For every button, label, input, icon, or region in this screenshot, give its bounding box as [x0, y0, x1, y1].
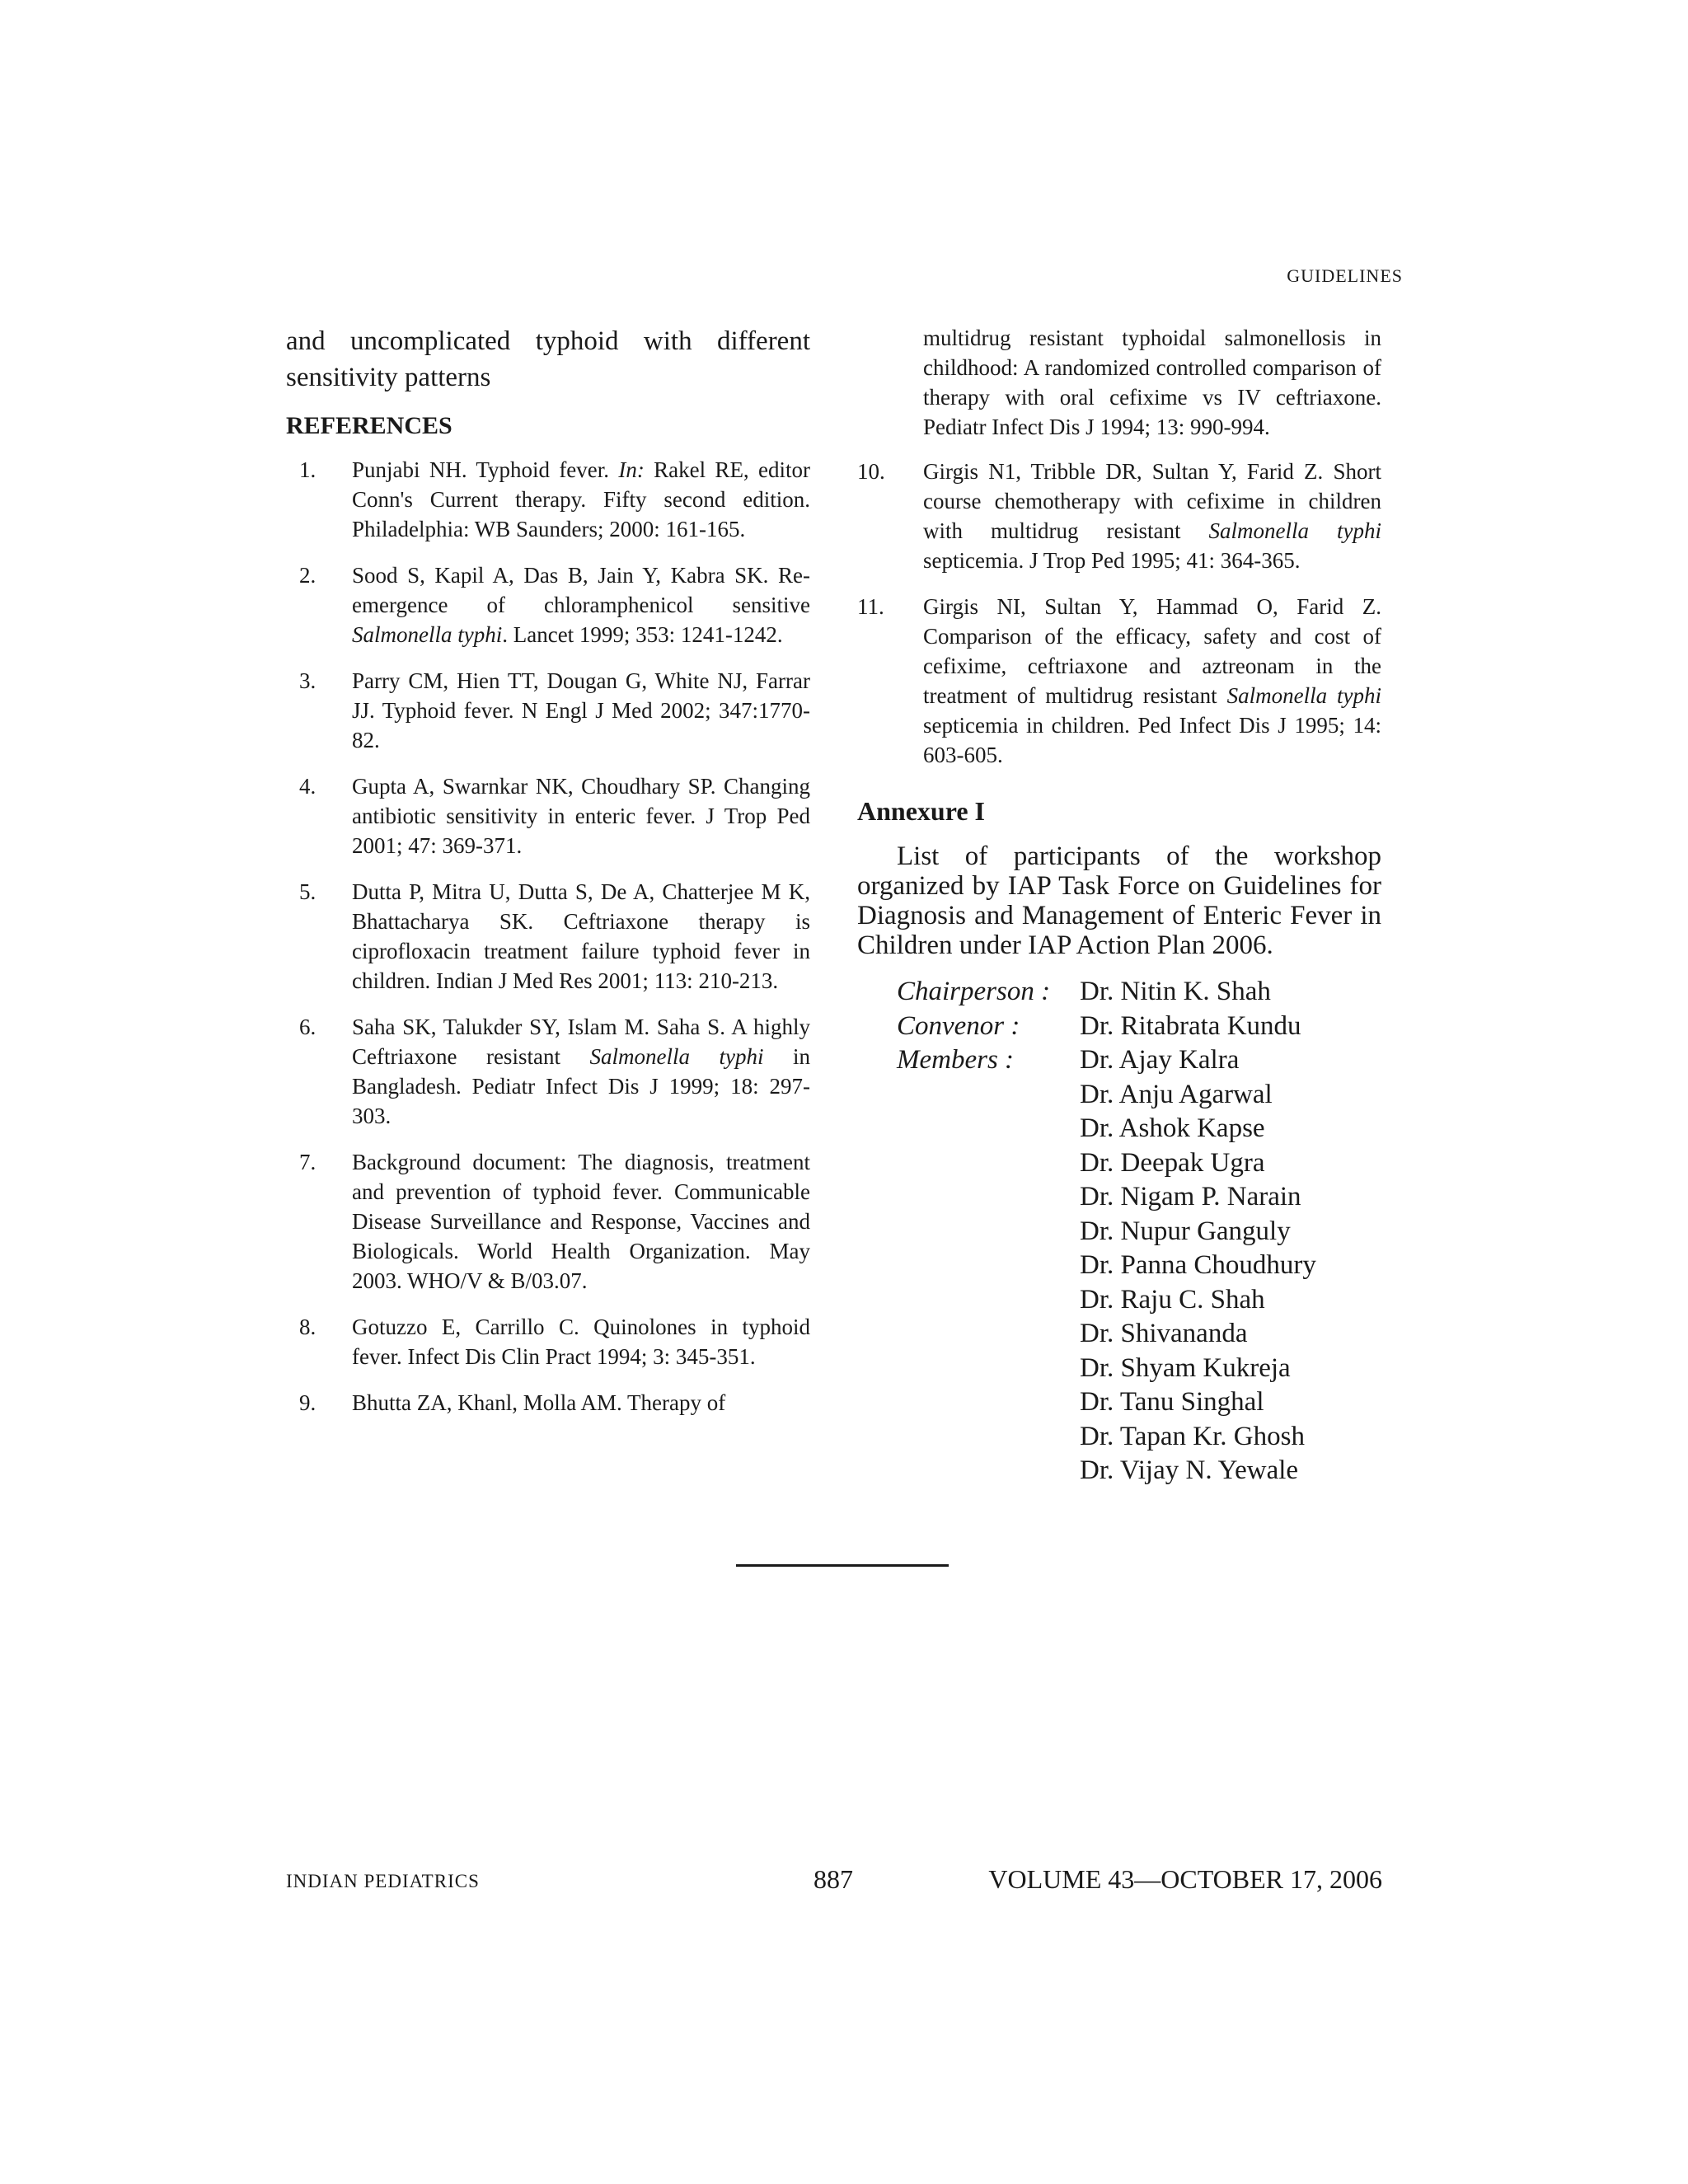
- participant-role: [897, 1317, 1080, 1352]
- participant-row: [897, 1215, 1381, 1249]
- section-end-rule: [736, 1564, 949, 1567]
- participant-row: [897, 1112, 1381, 1146]
- participant-name: Dr. Nupur Ganguly: [1080, 1216, 1291, 1246]
- reference-text: Girgis NI, Sultan Y, Hammad O, Farid Z. Comparison of the efficacy, safety and cost of cefixime, ceftriaxone and aztreonam in the treatment of multidrug resistant: [923, 594, 1381, 708]
- reference-text: Girgis N1, Tribble DR, Sultan Y, Farid Z. Short course chemotherapy with cefixime in children with multidrug resistant: [923, 459, 1381, 543]
- reference-item: [286, 877, 810, 996]
- participant-name: Dr. Panna Choudhury: [1080, 1250, 1316, 1280]
- reference-item: [286, 1012, 810, 1131]
- reference-number: 5.: [299, 879, 316, 904]
- participant-row: [897, 1317, 1381, 1352]
- reference-item: [286, 771, 810, 860]
- annexure-title: Annexure I: [857, 796, 985, 826]
- participant-row: [897, 1010, 1381, 1044]
- participant-role: [897, 1420, 1080, 1455]
- reference-italic-text: Salmonella typhi: [1208, 518, 1381, 543]
- journal-name: INDIAN PEDIATRICS: [286, 1871, 480, 1891]
- reference-item: [286, 1147, 810, 1296]
- reference-text: Bhutta ZA, Khanl, Molla AM. Therapy of: [352, 1390, 726, 1415]
- reference-list: [286, 455, 810, 1418]
- participant-role: [897, 1385, 1080, 1420]
- participant-row: [897, 1180, 1381, 1215]
- participant-row: [897, 1043, 1381, 1078]
- reference-text: Background document: The diagnosis, treatment and prevention of typhoid fever. Communicable Disease Surveillance and Response, Vaccines and Biologicals. World Health Organization. May 2003. WHO/V & B/03.07.: [352, 1150, 810, 1293]
- participant-role: [897, 1112, 1080, 1146]
- participant-row: [897, 1454, 1381, 1488]
- participant-name: Dr. Nigam P. Narain: [1080, 1182, 1301, 1212]
- participant-name: Dr. Ashok Kapse: [1080, 1113, 1265, 1143]
- participant-role: [897, 1146, 1080, 1181]
- participant-role: [897, 1215, 1080, 1249]
- participants-list: [897, 975, 1381, 1488]
- participant-row: [897, 1249, 1381, 1283]
- participant-name: Dr. Vijay N. Yewale: [1080, 1455, 1299, 1485]
- participant-name: Dr. Shivananda: [1080, 1319, 1248, 1348]
- reference-text: Parry CM, Hien TT, Dougan G, White NJ, Farrar JJ. Typhoid fever. N Engl J Med 2002; 347:1770-82.: [352, 668, 810, 752]
- reference-italic-text: In:: [618, 457, 645, 482]
- reference-item: [286, 1388, 810, 1418]
- participant-name: Dr. Anju Agarwal: [1080, 1079, 1273, 1109]
- participant-role: [897, 1352, 1080, 1386]
- reference-number: 2.: [299, 563, 316, 588]
- reference-number: 1.: [299, 457, 316, 482]
- reference-item: [286, 666, 810, 755]
- participant-role: [897, 1454, 1080, 1488]
- reference-text: Dutta P, Mitra U, Dutta S, De A, Chatterjee M K, Bhattacharya SK. Ceftriaxone therapy is ciprofloxacin treatment failure typhoid fever in children. Indian J Med Res 2001; 113: 210-213.: [352, 879, 810, 993]
- participant-name: Dr. Ritabrata Kundu: [1080, 1010, 1301, 1041]
- reference-item: [286, 455, 810, 544]
- participant-role: Members :: [897, 1045, 1015, 1075]
- reference-list-continued: [857, 457, 1381, 770]
- participant-role: Chairperson :: [897, 977, 1051, 1006]
- participant-name: Dr. Shyam Kukreja: [1080, 1352, 1291, 1383]
- lead-paragraph: and uncomplicated typhoid with different sensitivity patterns: [286, 326, 810, 392]
- participant-role: [897, 1180, 1080, 1215]
- reference-number: 7.: [299, 1150, 316, 1174]
- page-footer: [286, 1864, 1382, 1897]
- references-heading: REFERENCES: [286, 412, 452, 439]
- reference-number: 11.: [857, 594, 884, 619]
- reference-item: [286, 1312, 810, 1371]
- participant-name: Dr. Raju C. Shah: [1080, 1284, 1265, 1315]
- reference-number: 9.: [299, 1390, 316, 1415]
- participant-name: Dr. Ajay Kalra: [1080, 1045, 1240, 1075]
- reference-item: [857, 457, 1381, 575]
- reference-number: 10.: [857, 459, 885, 484]
- reference-text: in Bangladesh. Pediatr Infect Dis J 1999; 18: 297-303.: [352, 1044, 810, 1128]
- reference-text: septicemia in children. Ped Infect Dis J 1995; 14: 603-605.: [923, 713, 1381, 767]
- running-head: GUIDELINES: [1287, 265, 1403, 286]
- reference-italic-text: Salmonella typhi: [589, 1044, 764, 1069]
- participant-row: [897, 975, 1381, 1010]
- participant-role: Convenor :: [897, 1010, 1020, 1041]
- reference-number: 4.: [299, 774, 316, 799]
- reference-item: [286, 560, 810, 649]
- participant-row: [897, 1420, 1381, 1455]
- participant-row: [897, 1146, 1381, 1181]
- reference-text: Rakel RE, editor Conn's Current therapy. Fifty second edition. Philadelphia: WB Saunders; 2000: 161-165.: [352, 457, 810, 541]
- participant-role: [897, 1283, 1080, 1318]
- reference-item: [857, 592, 1381, 770]
- reference-9-continuation: multidrug resistant typhoidal salmonellosis in childhood: A randomized controlled comparison of therapy with oral cefixime vs IV ceftriaxone. Pediatr Infect Dis J 1994; 13: 990-994.: [923, 326, 1381, 439]
- participant-name: Dr. Tapan Kr. Ghosh: [1080, 1421, 1305, 1451]
- participant-row: [897, 1078, 1381, 1113]
- reference-text: Punjabi NH. Typhoid fever.: [352, 457, 619, 482]
- reference-number: 8.: [299, 1315, 316, 1339]
- participant-row: [897, 1385, 1381, 1420]
- participant-row: [897, 1352, 1381, 1386]
- volume-info: VOLUME 43—OCTOBER 17, 2006: [988, 1864, 1382, 1894]
- left-column: [286, 323, 810, 1434]
- right-column: [857, 323, 1381, 1488]
- reference-text: Gupta A, Swarnkar NK, Choudhary SP. Changing antibiotic sensitivity in enteric fever. J Trop Ped 2001; 47: 369-371.: [352, 774, 810, 858]
- reference-italic-text: Salmonella typhi: [1226, 683, 1381, 708]
- reference-text: Gotuzzo E, Carrillo C. Quinolones in typhoid fever. Infect Dis Clin Pract 1994; 3: 345-351.: [352, 1315, 810, 1369]
- participant-name: Dr. Nitin K. Shah: [1080, 977, 1271, 1006]
- reference-text: septicemia. J Trop Ped 1995; 41: 364-365.: [923, 548, 1301, 573]
- participant-role: [897, 1078, 1080, 1113]
- reference-text: Saha SK, Talukder SY, Islam M. Saha S. A highly Ceftriaxone resistant: [352, 1015, 810, 1069]
- participant-name: Dr. Tanu Singhal: [1080, 1387, 1264, 1417]
- reference-italic-text: Salmonella typhi: [352, 622, 503, 647]
- reference-number: 6.: [299, 1015, 316, 1039]
- annexure-text: List of participants of the workshop organized by IAP Task Force on Guidelines for Diagnosis and Management of Enteric Fever in Children under IAP Action Plan 2006.: [857, 841, 1381, 960]
- participant-name: Dr. Deepak Ugra: [1080, 1147, 1265, 1178]
- reference-text: Sood S, Kapil A, Das B, Jain Y, Kabra SK. Re-emergence of chloramphenicol sensitive: [352, 563, 810, 617]
- reference-text: . Lancet 1999; 353: 1241-1242.: [502, 622, 783, 647]
- participant-row: [897, 1283, 1381, 1318]
- participant-role: [897, 1249, 1080, 1283]
- page-number: 887: [814, 1864, 853, 1894]
- reference-number: 3.: [299, 668, 316, 693]
